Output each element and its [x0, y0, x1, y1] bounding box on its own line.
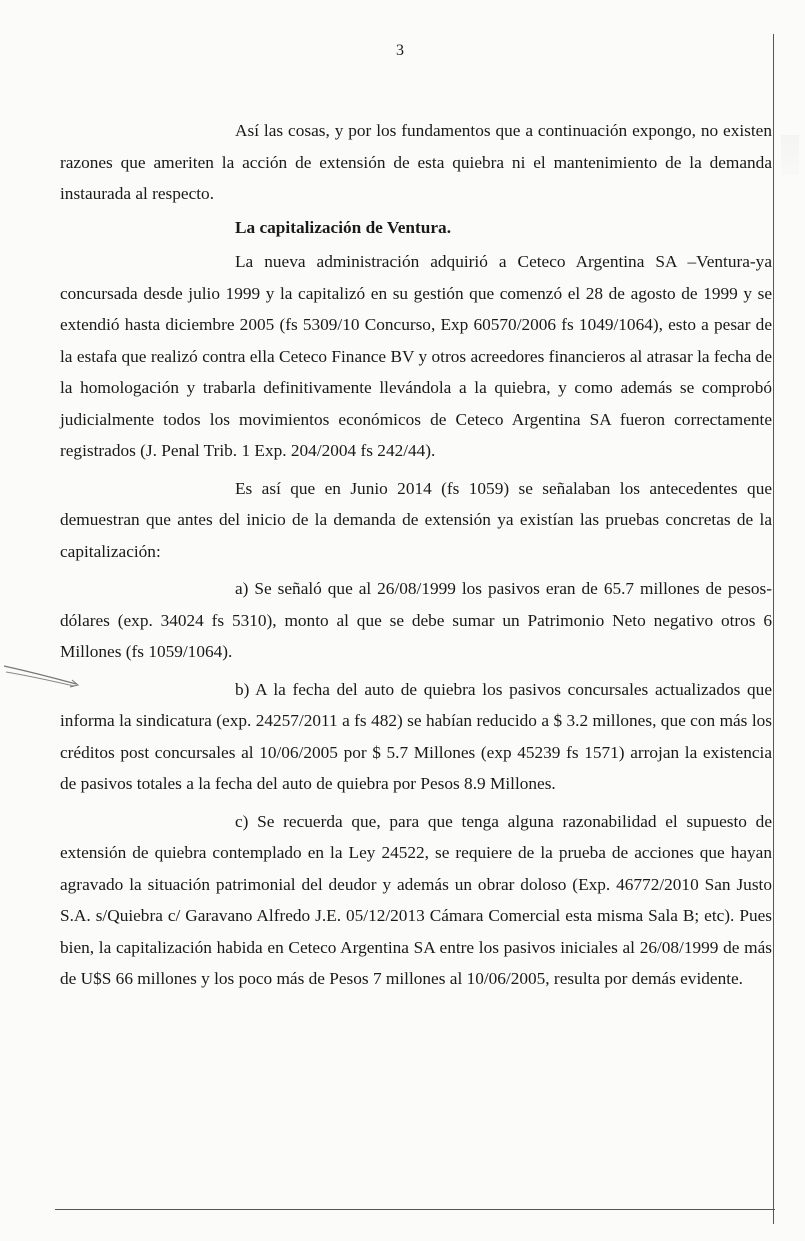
section-heading: La capitalización de Ventura.: [235, 217, 452, 237]
right-margin-rule: [773, 34, 774, 1224]
list-item-b: b) A la fecha del auto de quiebra los pasivos concursales actualizados que informa la sindicatura (exp. 24257/2011 a fs 482) se habían reducido a $ 3.2 millones, que con más los créditos post concursales al 10/06/2005 por $ 5.7 Millones (exp 45239 fs 1571) arrojan la existencia de pasivos totales a la fecha del auto de quiebra por Pesos 8.9 Millones.: [60, 679, 772, 793]
bottom-rule: [55, 1209, 775, 1210]
list-item-c: c) Se recuerda que, para que tenga alguna razonabilidad el supuesto de extensión de quiebra contemplado en la Ley 24522, se requiere de la prueba de acciones que hayan agravado la situación patrimonial del deudor y además un obrar doloso (Exp. 46772/2010 San Justo S.A. s/Quiebra c/ Garavano Alfredo J.E. 05/12/2013 Cámara Comercial esta misma Sala B; etc). Pues bien, la capitalización habida en Ceteco Argentina SA entre los pasivos iniciales al 26/08/1999 de más de U$S 66 millones y los poco más de Pesos 7 millones al 10/06/2005, resulta por demás evidente.: [60, 811, 772, 988]
document-body: [60, 115, 772, 995]
page-number: 3: [396, 42, 404, 59]
paragraph-intro: Así las cosas, y por los fundamentos que a continuación expongo, no existen razones que ameriten la acción de extensión de esta quiebra ni el mantenimiento de la demanda instaurada al respecto.: [60, 121, 772, 203]
list-item-a: a) Se señaló que al 26/08/1999 los pasivos eran de 65.7 millones de pesos-dólares (exp. 34024 fs 5310), monto al que se debe sumar un Patrimonio Neto negativo otros 6 Millones (fs 1059/1064).: [60, 579, 772, 661]
paragraph-background: Es así que en Junio 2014 (fs 1059) se señalaban los antecedentes que demuestran que antes del inicio de la demanda de extensión ya existían las pruebas concretas de la capitalización:: [60, 478, 772, 561]
paragraph-capitalization: La nueva administración adquirió a Ceteco Argentina SA –Ventura-ya concursada desde julio 1999 y la capitalizó en su gestión que comenzó el 28 de agosto de 1999 y se extendió hasta diciembre 2005 (fs 5309/10 Concurso, Exp 60570/2006 fs 1049/1064), esto a pesar de la estafa que realizó contra ella Ceteco Finance BV y otros acreedores financieros al atrasar la fecha de la homologación y trabarla definitivamente llevándola a la quiebra, y como además se comprobó judicialmente todos los movimientos económicos de Ceteco Argentina SA fueron correctamente registrados (J. Penal Trib. 1 Exp. 204/2004 fs 242/44).: [60, 252, 772, 460]
show-through-mark: [781, 135, 799, 175]
